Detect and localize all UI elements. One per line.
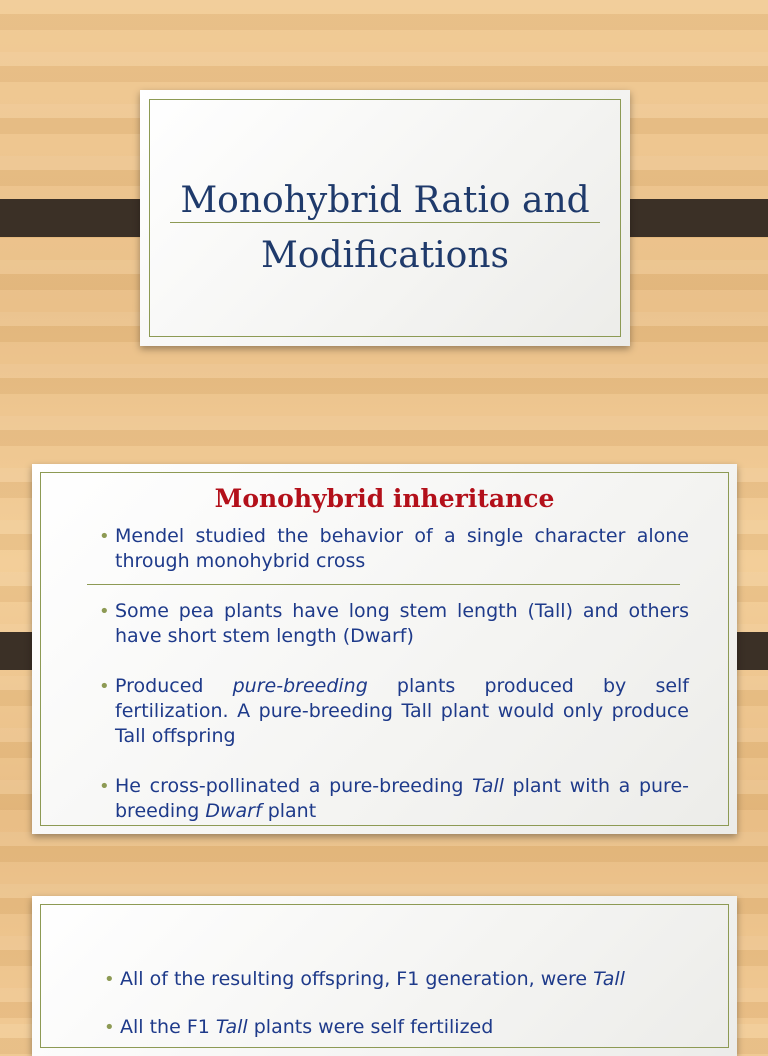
- bullet-item: • All the F1 Tall plants were self fertilized: [104, 1016, 494, 1038]
- bullet-dot-icon: •: [99, 526, 110, 547]
- bullet-dot-icon: •: [99, 676, 110, 697]
- continuation-slide: [32, 896, 737, 1056]
- bullet-item: • Mendel studied the behavior of a single character alone through monohybrid cross: [99, 525, 689, 572]
- bullet-item: • He cross-pollinated a pure-breeding Tall plant with a pure-breeding Dwarf plant: [99, 775, 689, 822]
- slide1-left-band: [0, 199, 155, 237]
- bullet-dot-icon: •: [99, 601, 110, 622]
- title-rule: [170, 222, 600, 223]
- bullet-item: • Produced pure-breeding plants produced by self fertilization. A pure-breeding Tall plant would only produce Tall offspring: [99, 675, 689, 747]
- slide-heading: Monohybrid inheritance: [214, 484, 555, 513]
- slide1-right-band: [613, 199, 768, 237]
- bullet-item: • All of the resulting offspring, F1 generation, were Tall: [104, 968, 625, 990]
- title-slide: [140, 90, 630, 346]
- bullet-item: • Some pea plants have long stem length (Tall) and others have short stem length (Dwarf): [99, 600, 689, 647]
- bullet-dot-icon: •: [104, 969, 115, 990]
- bullet-dot-icon: •: [104, 1017, 115, 1038]
- bullet-dot-icon: •: [99, 776, 110, 797]
- bullet-divider: [87, 584, 680, 585]
- slide-title-line1: Monohybrid Ratio and: [180, 180, 590, 221]
- slide-title-line2: Modifications: [260, 235, 510, 276]
- content-slide: [32, 464, 737, 834]
